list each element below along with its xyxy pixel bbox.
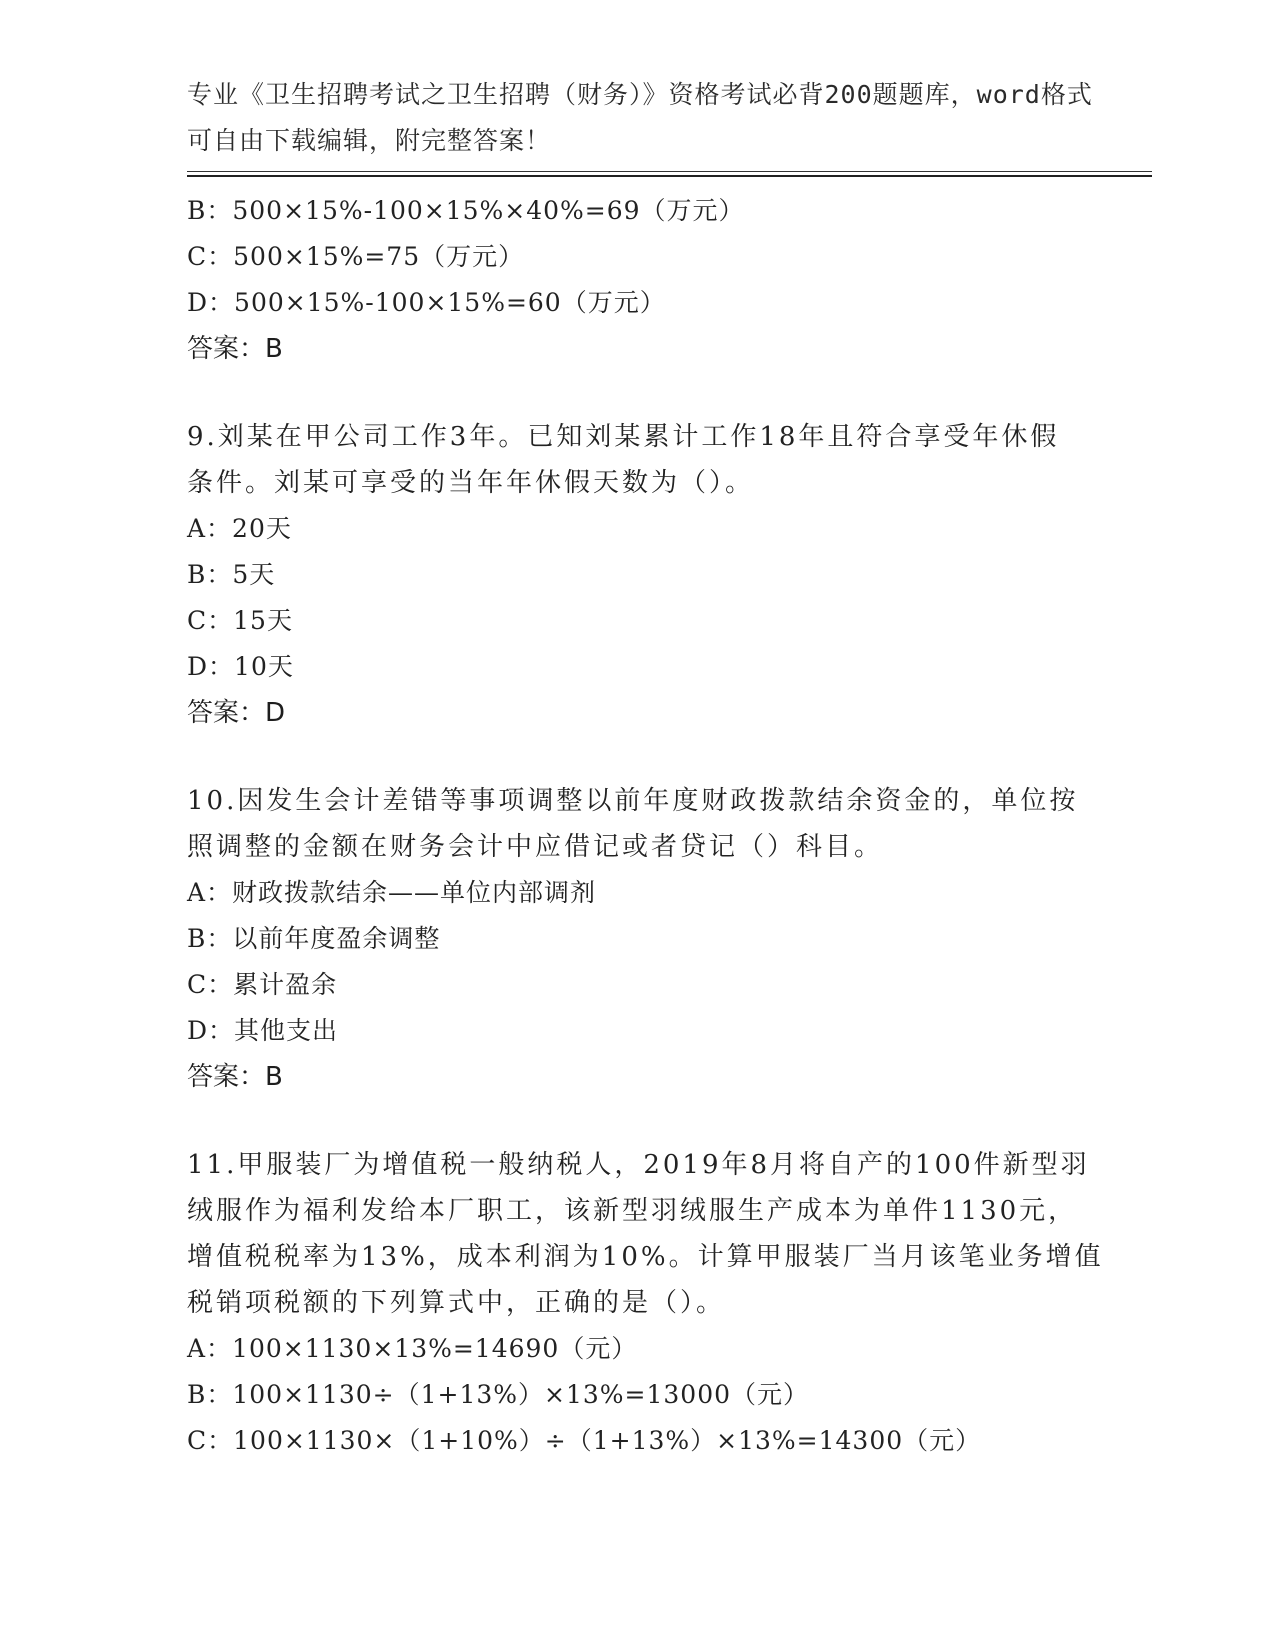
question-text-line: 增值税税率为13%，成本利润为10%。计算甲服装厂当月该笔业务增值 <box>187 1242 1104 1272</box>
option-a: A：财政拨款结余——单位内部调剂 <box>187 878 597 907</box>
question-text-line: 10.因发生会计差错等事项调整以前年度财政拨款结余资金的，单位按 <box>187 786 1079 816</box>
option-b: B：以前年度盈余调整 <box>187 924 441 953</box>
answer-line: 答案：B <box>187 1062 283 1092</box>
header-rule-thin <box>187 171 1152 172</box>
header-line-1: 专业《卫生招聘考试之卫生招聘（财务）》资格考试必背200题题库，word格式 <box>187 80 1093 109</box>
answer-line: 答案：D <box>187 698 286 728</box>
question-8-tail <box>187 188 1087 372</box>
question-10 <box>187 778 1087 1100</box>
question-11 <box>187 1142 1104 1464</box>
question-text-line: 11.甲服装厂为增值税一般纳税人，2019年8月将自产的100件新型羽 <box>187 1150 1090 1180</box>
page-header <box>187 72 1093 164</box>
question-content <box>187 188 1104 1464</box>
option-c: C：15天 <box>187 606 293 635</box>
question-text-line: 税销项税额的下列算式中，正确的是（）。 <box>187 1288 726 1318</box>
option-a: A：100×1130×13%=14690（元） <box>187 1334 638 1363</box>
option-d: D：10天 <box>187 652 294 681</box>
question-9 <box>187 414 1087 736</box>
option-b: B：500×15%-100×15%×40%=69（万元） <box>187 196 745 225</box>
question-text-line: 照调整的金额在财务会计中应借记或者贷记（）科目。 <box>187 832 884 862</box>
option-b: B：5天 <box>187 560 276 589</box>
question-text-line: 绒服作为福利发给本厂职工，该新型羽绒服生产成本为单件1130元， <box>187 1196 1078 1226</box>
question-text-line: 9.刘某在甲公司工作3年。已知刘某累计工作18年且符合享受年休假 <box>187 422 1060 452</box>
option-c: C：500×15%=75（万元） <box>187 242 525 271</box>
header-rule-thick <box>187 175 1152 177</box>
option-b: B：100×1130÷（1+13%）×13%=13000（元） <box>187 1380 810 1409</box>
option-a: A：20天 <box>187 514 292 543</box>
header-line-2: 可自由下载编辑，附完整答案！ <box>187 126 552 155</box>
answer-line: 答案：B <box>187 334 283 364</box>
question-text-line: 条件。刘某可享受的当年年休假天数为（）。 <box>187 468 755 498</box>
option-c: C：累计盈余 <box>187 970 338 999</box>
option-d: D：500×15%-100×15%=60（万元） <box>187 288 666 317</box>
option-d: D：其他支出 <box>187 1016 339 1045</box>
option-c: C：100×1130×（1+10%）÷（1+13%）×13%=14300（元） <box>187 1426 982 1455</box>
